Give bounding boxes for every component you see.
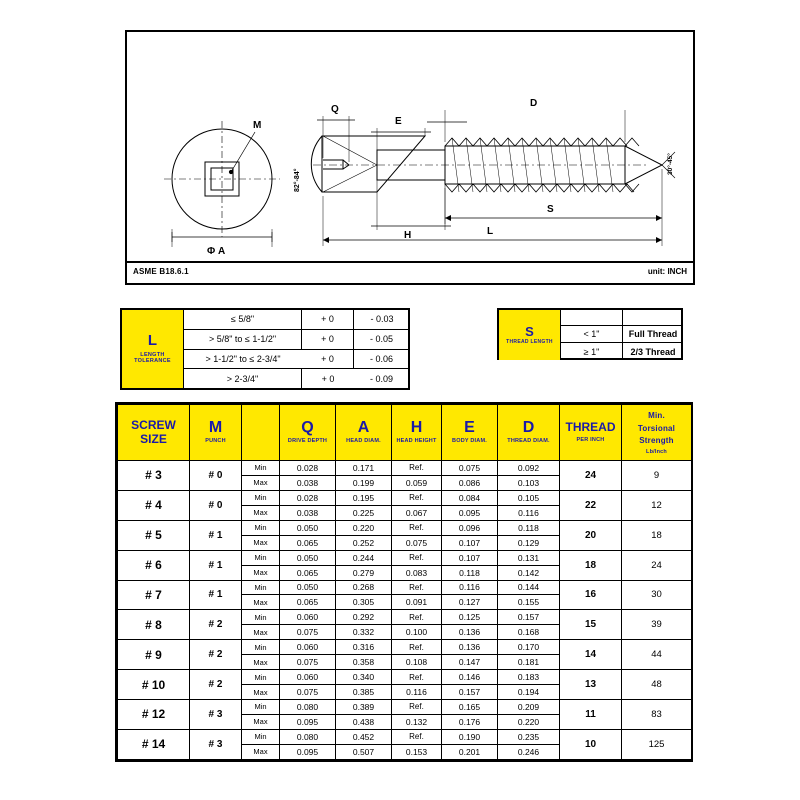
label-punch: M — [253, 120, 262, 131]
screw-spec-table — [115, 402, 693, 762]
cell-torsional: 12 — [622, 490, 692, 520]
cell-e-max: 0.086 — [442, 475, 498, 490]
cell-screw-size: # 7 — [118, 580, 190, 610]
cell-d-max: 0.103 — [498, 475, 560, 490]
cell-a-min: 0.452 — [336, 729, 392, 744]
cell-q-max: 0.065 — [280, 535, 336, 550]
header-body-diam-symbol: E — [464, 418, 475, 436]
cell-max-label: Max — [242, 475, 280, 490]
cell-punch: # 2 — [190, 610, 242, 640]
header-head-diam-symbol: A — [357, 418, 370, 436]
cell-a-max: 0.358 — [336, 655, 392, 670]
cell-h-ref-label: Ref. — [392, 461, 442, 476]
cell-screw-size: # 5 — [118, 520, 190, 550]
cell-h-ref: 0.075 — [392, 535, 442, 550]
cell-d-max: 0.168 — [498, 625, 560, 640]
cell-d-min: 0.105 — [498, 490, 560, 505]
cell-q-min: 0.080 — [280, 729, 336, 744]
cell-punch: # 3 — [190, 700, 242, 730]
cell-h-ref-label: Ref. — [392, 550, 442, 565]
cell-e-max: 0.147 — [442, 655, 498, 670]
cell-d-max: 0.220 — [498, 714, 560, 729]
length-minus: - 0.03 — [354, 310, 410, 330]
cell-min-label: Min — [242, 700, 280, 715]
cell-h-ref: 0.083 — [392, 565, 442, 580]
cell-q-min: 0.060 — [280, 610, 336, 625]
cell-q-max: 0.075 — [280, 655, 336, 670]
cell-d-min: 0.092 — [498, 461, 560, 476]
label-head-angle: 82°-84° — [294, 168, 301, 192]
cell-a-min: 0.195 — [336, 490, 392, 505]
cell-min-label: Min — [242, 490, 280, 505]
length-minus: - 0.05 — [354, 330, 410, 350]
header-drive-depth-desc: DRIVE DEPTH — [287, 437, 328, 444]
cell-h-ref-label: Ref. — [392, 490, 442, 505]
table-row — [118, 640, 692, 655]
cell-a-max: 0.252 — [336, 535, 392, 550]
label-drive-depth: Q — [331, 104, 339, 115]
cell-h-ref: 0.153 — [392, 744, 442, 759]
cell-q-max: 0.095 — [280, 714, 336, 729]
cell-e-max: 0.201 — [442, 744, 498, 759]
length-range: > 5/8" to ≤ 1-1/2" — [184, 330, 302, 350]
cell-q-min: 0.028 — [280, 461, 336, 476]
cell-e-min: 0.136 — [442, 640, 498, 655]
thread-length-value: Full Thread — [623, 326, 683, 343]
header-punch — [190, 405, 242, 461]
cell-e-max: 0.176 — [442, 714, 498, 729]
header-head-height-symbol: H — [410, 418, 423, 436]
cell-thread: 18 — [560, 550, 622, 580]
cell-min-label: Min — [242, 550, 280, 565]
label-body-diam: H — [404, 230, 412, 241]
table-header-row — [118, 405, 692, 461]
cell-torsional: 9 — [622, 461, 692, 491]
cell-max-label: Max — [242, 565, 280, 580]
length-tolerance-table — [120, 308, 410, 390]
table-row — [118, 700, 692, 715]
cell-h-ref-label: Ref. — [392, 729, 442, 744]
cell-screw-size: # 3 — [118, 461, 190, 491]
cell-h-ref: 0.100 — [392, 625, 442, 640]
cell-a-min: 0.171 — [336, 461, 392, 476]
label-head-diam: Φ A — [207, 246, 226, 257]
header-thread-diam-desc: THREAD DIAM. — [507, 437, 550, 444]
cell-e-max: 0.107 — [442, 535, 498, 550]
length-tolerance-subtitle: LENGTH TOLERANCE — [134, 351, 171, 365]
cell-e-min: 0.146 — [442, 670, 498, 685]
cell-a-min: 0.316 — [336, 640, 392, 655]
cell-a-max: 0.507 — [336, 744, 392, 759]
cell-punch: # 1 — [190, 550, 242, 580]
thread-length-value: 2/3 Thread — [630, 346, 676, 357]
cell-punch: # 1 — [190, 580, 242, 610]
cell-a-max: 0.305 — [336, 595, 392, 610]
cell-e-min: 0.116 — [442, 580, 498, 595]
cell-q-min: 0.060 — [280, 640, 336, 655]
cell-max-label: Max — [242, 535, 280, 550]
cell-max-label: Max — [242, 625, 280, 640]
cell-h-ref-label: Ref. — [392, 670, 442, 685]
table-row — [118, 729, 692, 744]
unit-label: unit: INCH — [647, 267, 687, 276]
header-screw-size-line2: SIZE — [140, 431, 167, 446]
cell-thread: 13 — [560, 670, 622, 700]
header-body-diam — [442, 405, 498, 461]
cell-e-min: 0.125 — [442, 610, 498, 625]
label-thread-diam: D — [530, 98, 538, 109]
cell-thread: 11 — [560, 700, 622, 730]
header-drive-depth-symbol: Q — [301, 418, 314, 436]
header-thread-line2: PER INCH — [576, 436, 605, 443]
cell-max-label: Max — [242, 505, 280, 520]
header-torsional-line1: Min. — [648, 411, 665, 421]
header-head-diam — [336, 405, 392, 461]
cell-punch: # 2 — [190, 670, 242, 700]
cell-thread: 15 — [560, 610, 622, 640]
cell-a-min: 0.292 — [336, 610, 392, 625]
cell-thread: 24 — [560, 461, 622, 491]
length-plus: + 0 — [302, 310, 354, 330]
cell-e-max: 0.127 — [442, 595, 498, 610]
table-row — [118, 610, 692, 625]
header-head-height-desc: HEAD HEIGHT — [396, 437, 437, 444]
cell-d-max: 0.155 — [498, 595, 560, 610]
cell-max-label: Max — [242, 595, 280, 610]
cell-e-min: 0.107 — [442, 550, 498, 565]
table-row — [118, 490, 692, 505]
cell-e-min: 0.096 — [442, 520, 498, 535]
cell-h-ref-label: Ref. — [392, 520, 442, 535]
cell-d-min: 0.131 — [498, 550, 560, 565]
cell-h-ref: 0.116 — [392, 685, 442, 700]
cell-punch: # 3 — [190, 729, 242, 759]
cell-q-max: 0.065 — [280, 595, 336, 610]
cell-q-max: 0.095 — [280, 744, 336, 759]
cell-thread: 22 — [560, 490, 622, 520]
cell-d-max: 0.142 — [498, 565, 560, 580]
cell-screw-size: # 8 — [118, 610, 190, 640]
cell-e-min: 0.075 — [442, 461, 498, 476]
cell-q-max: 0.038 — [280, 475, 336, 490]
cell-d-min: 0.144 — [498, 580, 560, 595]
cell-torsional: 125 — [622, 729, 692, 759]
thread-length-header — [499, 310, 561, 360]
table-row — [118, 550, 692, 565]
cell-q-min: 0.028 — [280, 490, 336, 505]
cell-a-max: 0.438 — [336, 714, 392, 729]
header-torsional-line4: Lb/Inch — [646, 448, 667, 455]
header-screw-size — [118, 405, 190, 461]
cell-screw-size: # 12 — [118, 700, 190, 730]
cell-d-max: 0.181 — [498, 655, 560, 670]
label-thread-length: S — [547, 204, 554, 215]
length-range: ≤ 5/8" — [184, 310, 302, 330]
table-row — [118, 520, 692, 535]
cell-d-min: 0.235 — [498, 729, 560, 744]
cell-punch: # 0 — [190, 461, 242, 491]
header-torsional-line2: Torsional — [637, 423, 676, 433]
length-range: > 2-3/4" — [184, 369, 302, 388]
length-plus: + 0 — [302, 330, 354, 350]
cell-thread: 10 — [560, 729, 622, 759]
header-head-diam-desc: HEAD DIAM. — [346, 437, 381, 444]
thread-length-spacer-b — [623, 310, 683, 326]
drawing-footer — [127, 261, 693, 283]
header-head-height — [392, 405, 442, 461]
cell-max-label: Max — [242, 714, 280, 729]
header-drive-depth — [280, 405, 336, 461]
header-screw-size-line1: SCREW — [131, 417, 176, 432]
cell-d-max: 0.194 — [498, 685, 560, 700]
cell-min-label: Min — [242, 670, 280, 685]
label-point-angle: 30°-45° — [667, 153, 674, 175]
cell-e-max: 0.118 — [442, 565, 498, 580]
header-punch-desc: PUNCH — [205, 437, 226, 444]
header-punch-symbol: M — [208, 418, 223, 436]
cell-h-ref: 0.091 — [392, 595, 442, 610]
cell-h-ref: 0.132 — [392, 714, 442, 729]
cell-a-max: 0.385 — [336, 685, 392, 700]
length-tolerance-symbol: L — [147, 332, 158, 350]
length-minus: - 0.09 — [354, 369, 410, 388]
cell-thread: 16 — [560, 580, 622, 610]
table-row — [118, 580, 692, 595]
cell-torsional: 48 — [622, 670, 692, 700]
technical-drawing-panel — [125, 30, 695, 285]
cell-screw-size: # 6 — [118, 550, 190, 580]
cell-a-min: 0.244 — [336, 550, 392, 565]
header-thread-diam — [498, 405, 560, 461]
label-head-height: E — [395, 116, 402, 127]
cell-h-ref-label: Ref. — [392, 700, 442, 715]
length-tolerance-header — [122, 310, 184, 388]
cell-torsional: 24 — [622, 550, 692, 580]
cell-q-min: 0.050 — [280, 580, 336, 595]
cell-a-max: 0.199 — [336, 475, 392, 490]
cell-e-max: 0.136 — [442, 625, 498, 640]
thread-length-subtitle: THREAD LENGTH — [506, 338, 553, 345]
cell-thread: 20 — [560, 520, 622, 550]
cell-torsional: 18 — [622, 520, 692, 550]
cell-a-max: 0.279 — [336, 565, 392, 580]
cell-q-min: 0.080 — [280, 700, 336, 715]
cell-screw-size: # 4 — [118, 490, 190, 520]
label-overall-length: L — [487, 226, 494, 237]
length-range: > 1-1/2" to ≤ 2-3/4" — [184, 350, 302, 370]
header-minmax — [242, 405, 280, 461]
cell-d-max: 0.246 — [498, 744, 560, 759]
cell-a-min: 0.220 — [336, 520, 392, 535]
cell-max-label: Max — [242, 685, 280, 700]
cell-h-ref: 0.059 — [392, 475, 442, 490]
cell-d-max: 0.116 — [498, 505, 560, 520]
cell-min-label: Min — [242, 520, 280, 535]
cell-e-min: 0.165 — [442, 700, 498, 715]
cell-e-min: 0.190 — [442, 729, 498, 744]
cell-d-min: 0.209 — [498, 700, 560, 715]
cell-a-min: 0.340 — [336, 670, 392, 685]
cell-punch: # 1 — [190, 520, 242, 550]
length-plus: + 0 — [302, 350, 354, 370]
length-plus: + 0 — [321, 373, 335, 384]
thread-length-spacer-a — [561, 310, 623, 326]
header-body-diam-desc: BODY DIAM. — [452, 437, 487, 444]
cell-min-label: Min — [242, 640, 280, 655]
cell-e-min: 0.084 — [442, 490, 498, 505]
cell-h-ref-label: Ref. — [392, 640, 442, 655]
cell-q-max: 0.038 — [280, 505, 336, 520]
standard-label: ASME B18.6.1 — [133, 267, 189, 276]
cell-e-max: 0.095 — [442, 505, 498, 520]
cell-h-ref-label: Ref. — [392, 610, 442, 625]
screw-drawing — [127, 32, 693, 263]
header-torsional-line3: Strength — [639, 436, 674, 446]
table-row — [118, 670, 692, 685]
cell-punch: # 0 — [190, 490, 242, 520]
cell-e-max: 0.157 — [442, 685, 498, 700]
cell-d-min: 0.118 — [498, 520, 560, 535]
cell-max-label: Max — [242, 655, 280, 670]
cell-torsional: 83 — [622, 700, 692, 730]
cell-thread: 14 — [560, 640, 622, 670]
cell-q-max: 0.065 — [280, 565, 336, 580]
cell-screw-size: # 14 — [118, 729, 190, 759]
thread-length-table — [497, 308, 683, 360]
cell-min-label: Min — [242, 461, 280, 476]
cell-a-min: 0.389 — [336, 700, 392, 715]
cell-screw-size: # 9 — [118, 640, 190, 670]
table-row — [118, 461, 692, 476]
cell-q-min: 0.050 — [280, 520, 336, 535]
cell-torsional: 30 — [622, 580, 692, 610]
cell-q-max: 0.075 — [280, 625, 336, 640]
header-thread-diam-symbol: D — [522, 418, 535, 436]
cell-max-label: Max — [242, 744, 280, 759]
cell-punch: # 2 — [190, 640, 242, 670]
cell-q-min: 0.050 — [280, 550, 336, 565]
cell-min-label: Min — [242, 729, 280, 744]
cell-a-min: 0.268 — [336, 580, 392, 595]
cell-q-max: 0.075 — [280, 685, 336, 700]
thread-length-symbol: S — [525, 323, 534, 339]
cell-d-min: 0.157 — [498, 610, 560, 625]
cell-d-min: 0.170 — [498, 640, 560, 655]
cell-a-max: 0.225 — [336, 505, 392, 520]
cell-a-max: 0.332 — [336, 625, 392, 640]
cell-torsional: 39 — [622, 610, 692, 640]
cell-d-max: 0.129 — [498, 535, 560, 550]
thread-length-range: ≥ 1" — [561, 343, 623, 360]
cell-h-ref: 0.108 — [392, 655, 442, 670]
cell-torsional: 44 — [622, 640, 692, 670]
thread-length-range: < 1" — [561, 326, 623, 343]
header-torsional-strength — [622, 405, 692, 461]
cell-min-label: Min — [242, 610, 280, 625]
cell-h-ref-label: Ref. — [392, 580, 442, 595]
header-thread-line1: THREAD — [565, 420, 616, 435]
cell-h-ref: 0.067 — [392, 505, 442, 520]
cell-d-min: 0.183 — [498, 670, 560, 685]
header-thread-per-inch — [560, 405, 622, 461]
cell-screw-size: # 10 — [118, 670, 190, 700]
cell-q-min: 0.060 — [280, 670, 336, 685]
length-minus: - 0.06 — [354, 350, 410, 370]
cell-min-label: Min — [242, 580, 280, 595]
